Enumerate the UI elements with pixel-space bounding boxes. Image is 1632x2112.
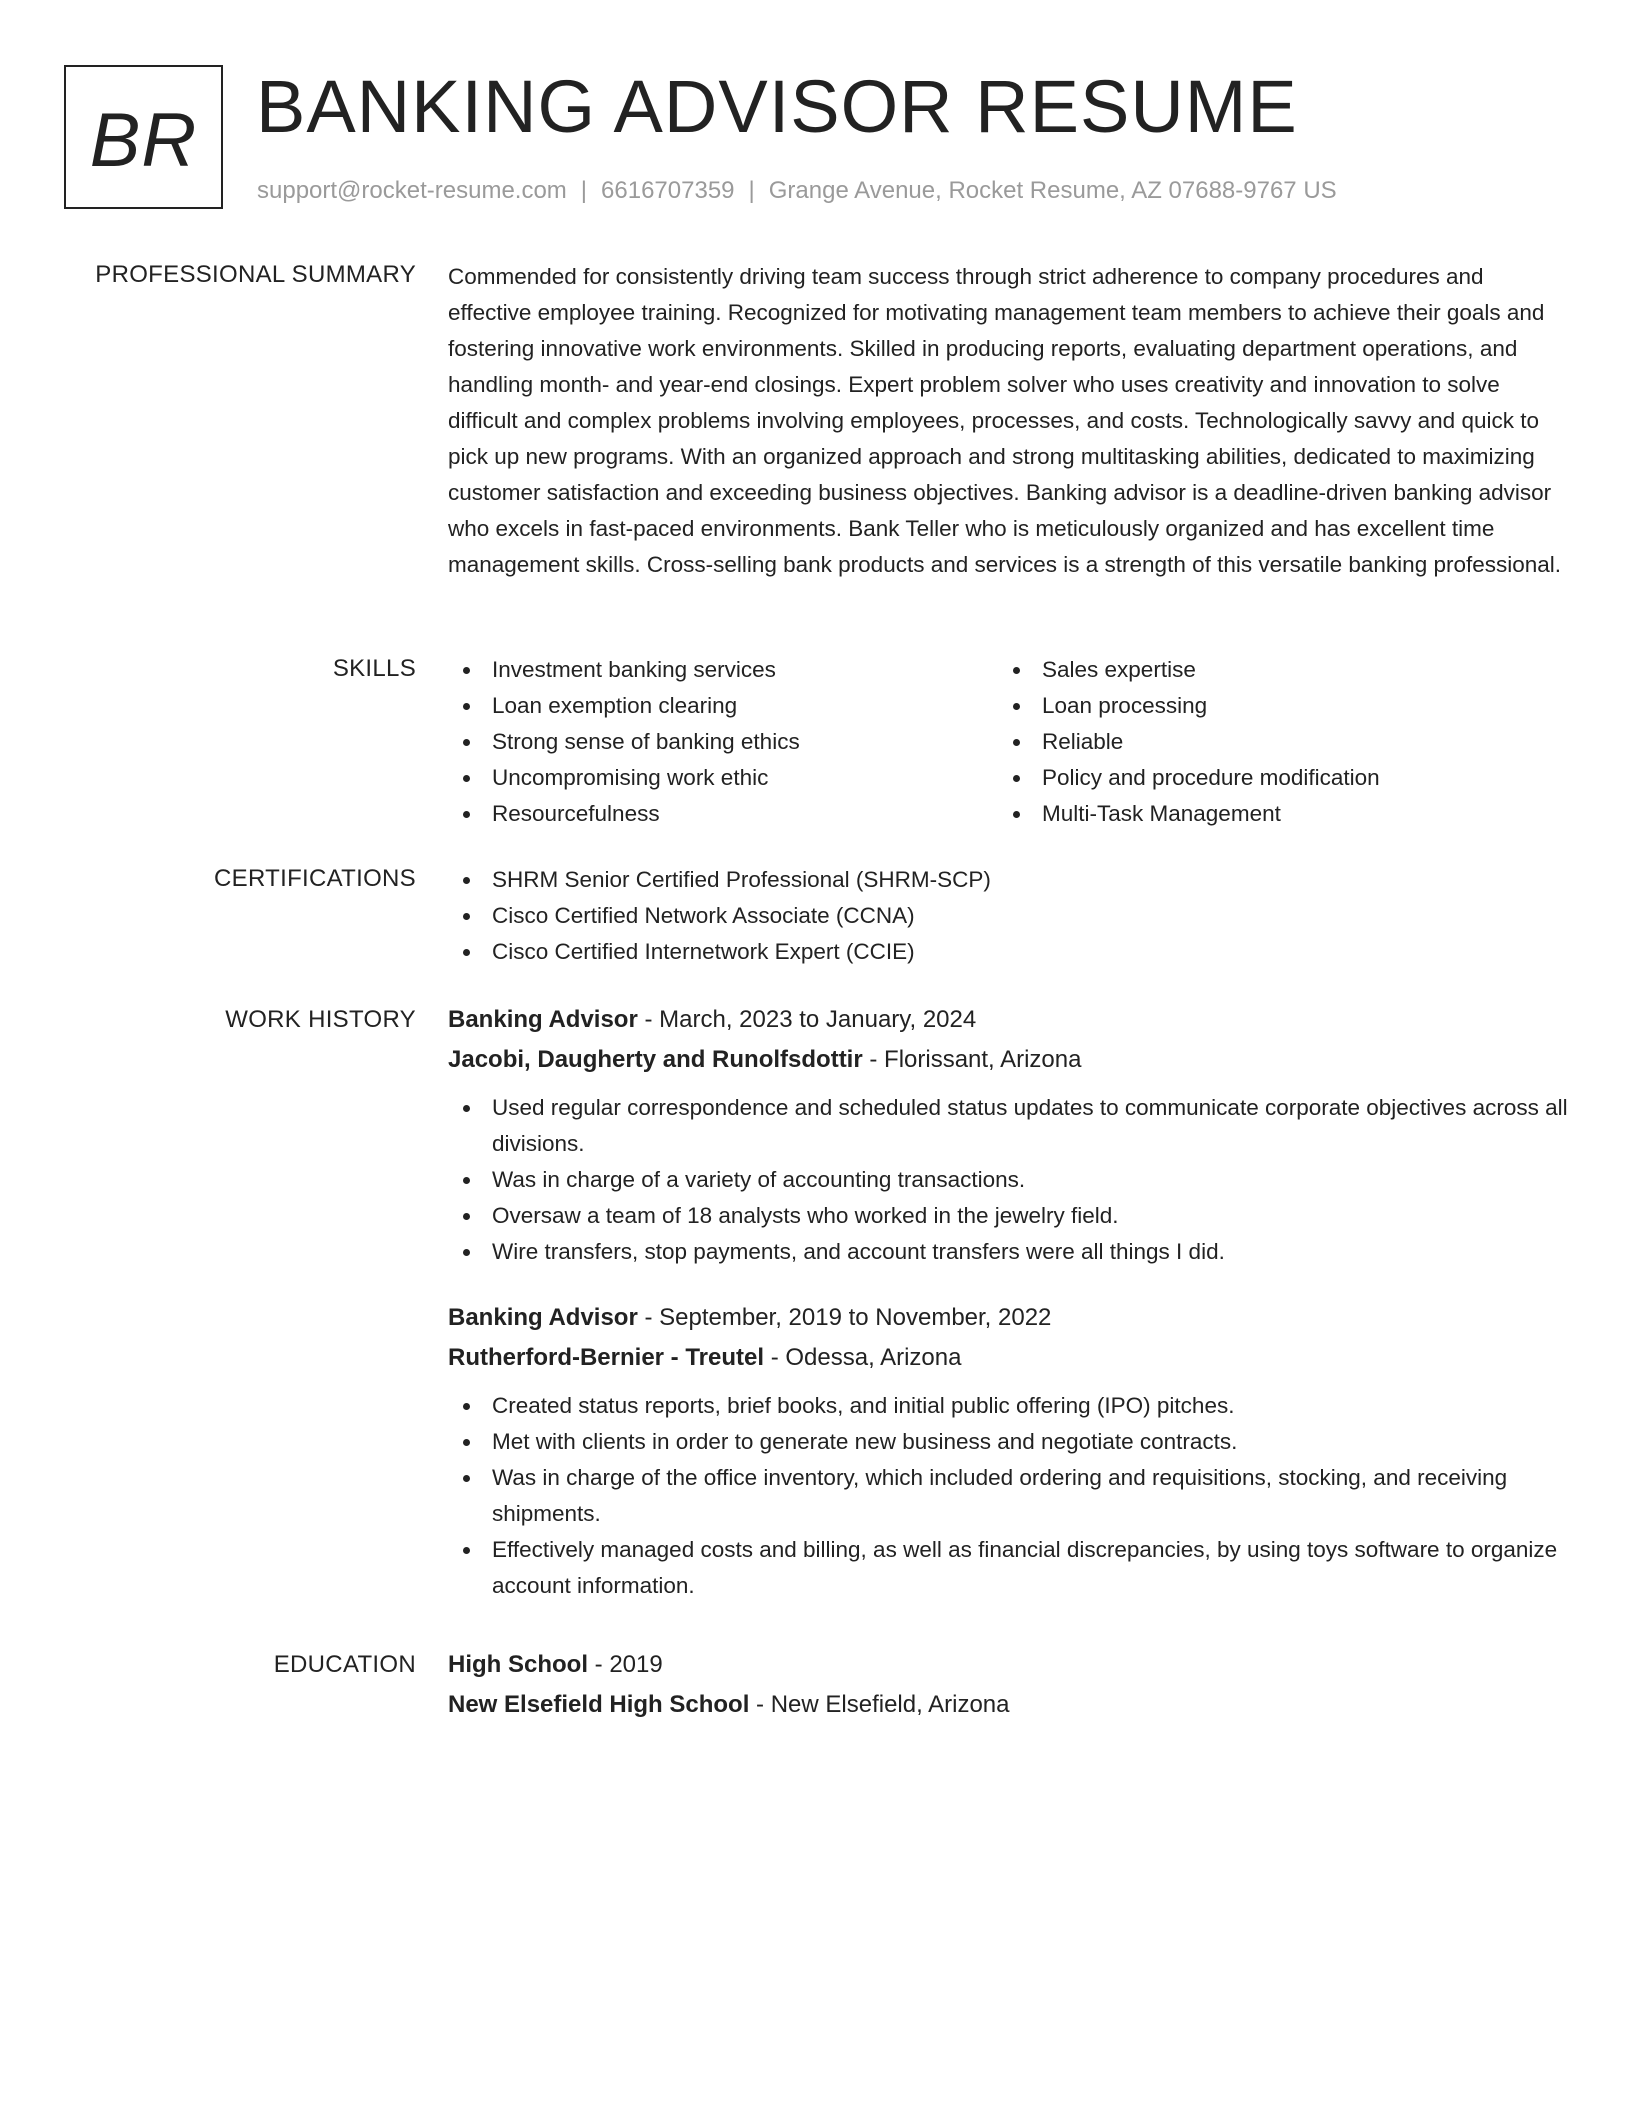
- job-dates: - March, 2023 to January, 2024: [637, 1006, 977, 1033]
- list-item: Reliable: [998, 724, 1548, 760]
- education-school-line: [448, 1685, 1568, 1725]
- certifications-body: [448, 862, 1568, 970]
- section-label: WORK HISTORY: [225, 1006, 416, 1033]
- job-company: Rutherford-Bernier - Treutel: [448, 1344, 765, 1371]
- list-item: Created status reports, brief books, and initial public offering (IPO) pitches.: [448, 1388, 1568, 1424]
- list-item: Investment banking services: [448, 652, 998, 688]
- section-label: EDUCATION: [273, 1651, 416, 1678]
- list-item: Loan processing: [998, 688, 1548, 724]
- work-history-body: [448, 1000, 1568, 1604]
- contact-separator: |: [748, 177, 755, 204]
- job-company-line: [448, 1338, 1568, 1378]
- job-company-line: [448, 1040, 1568, 1080]
- contact-phone[interactable]: 6616707359: [601, 177, 735, 204]
- job-location: - Florissant, Arizona: [862, 1046, 1082, 1073]
- list-item: Was in charge of a variety of accounting transactions.: [448, 1162, 1568, 1198]
- education-degree: High School: [448, 1651, 588, 1678]
- contact-separator: |: [580, 177, 588, 204]
- list-item: Uncompromising work ethic: [448, 760, 998, 796]
- list-item: Resourcefulness: [448, 796, 998, 832]
- list-item: Cisco Certified Internetwork Expert (CCIE): [448, 934, 1568, 970]
- list-item: Oversaw a team of 18 analysts who worked in the jewelry field.: [448, 1198, 1568, 1234]
- job-title-line: [448, 1298, 1568, 1338]
- contact-email[interactable]: support@rocket-resume.com: [257, 177, 567, 204]
- list-item: Policy and procedure modification: [998, 760, 1548, 796]
- job-entry: [448, 1000, 1568, 1270]
- resume-header: [64, 65, 1568, 210]
- monogram-logo: BR: [64, 65, 223, 209]
- job-title-line: [448, 1000, 1568, 1040]
- job-dates: - September, 2019 to November, 2022: [637, 1304, 1052, 1331]
- job-bullets: [448, 1090, 1568, 1270]
- job-bullets: [448, 1388, 1568, 1604]
- section-label: PROFESSIONAL SUMMARY: [95, 261, 416, 288]
- list-item: Wire transfers, stop payments, and account transfers were all things I did.: [448, 1234, 1568, 1270]
- education-school: New Elsefield High School: [448, 1691, 750, 1718]
- job-company: Jacobi, Daugherty and Runolfsdottir: [448, 1046, 863, 1073]
- list-item: Strong sense of banking ethics: [448, 724, 998, 760]
- section-label: SKILLS: [332, 655, 416, 682]
- skills-list-left: [448, 652, 998, 832]
- list-item: Cisco Certified Network Associate (CCNA): [448, 898, 1568, 934]
- skills-list-right: [998, 652, 1548, 832]
- education-degree-line: [448, 1645, 1568, 1685]
- list-item: Sales expertise: [998, 652, 1548, 688]
- job-entry: [448, 1298, 1568, 1604]
- job-location: - Odessa, Arizona: [764, 1344, 962, 1371]
- job-title: Banking Advisor: [448, 1006, 638, 1033]
- skills-columns: [448, 652, 1568, 832]
- education-body: [448, 1645, 1568, 1725]
- summary-text: Commended for consistently driving team success through strict adherence to company procedures and effective employee training. Recognized for motivating management team members to achieve their goals and fostering innovative work environments. Skilled in producing reports, evaluating department operations, and handling month- and year-end closings. Expert problem solver who uses creativity and innovation to solve difficult and complex problems involving employees, processes, and costs. Technologically savvy and quick to pick up new programs. With an organized approach and strong multitasking abilities, dedicated to maximizing customer satisfaction and exceeding business objectives. Banking advisor is a deadline-driven banking advisor who excels in fast-paced environments. Bank Teller who is meticulously organized and has excellent time management skills. Cross-selling bank products and services is a strength of this versatile banking professional.: [448, 264, 1562, 577]
- education-year: - 2019: [588, 1651, 663, 1678]
- section-label: CERTIFICATIONS: [214, 865, 416, 892]
- list-item: Loan exemption clearing: [448, 688, 998, 724]
- contact-line: [257, 174, 1337, 208]
- job-title: Banking Advisor: [448, 1304, 638, 1331]
- list-item: Multi-Task Management: [998, 796, 1548, 832]
- education-location: - New Elsefield, Arizona: [749, 1691, 1010, 1718]
- list-item: Used regular correspondence and scheduled status updates to communicate corporate objectives across all divisions.: [448, 1090, 1568, 1162]
- contact-address: Grange Avenue, Rocket Resume, AZ 07688-9767 US: [768, 177, 1337, 204]
- page-title: BANKING ADVISOR RESUME: [256, 65, 1298, 148]
- list-item: Met with clients in order to generate new business and negotiate contracts.: [448, 1424, 1568, 1460]
- list-item: Was in charge of the office inventory, which included ordering and requisitions, stocking, and receiving shipments.: [448, 1460, 1568, 1532]
- list-item: SHRM Senior Certified Professional (SHRM-SCP): [448, 862, 1568, 898]
- list-item: Effectively managed costs and billing, as well as financial discrepancies, by using toys software to organize account information.: [448, 1532, 1568, 1604]
- certifications-list: [448, 862, 1568, 970]
